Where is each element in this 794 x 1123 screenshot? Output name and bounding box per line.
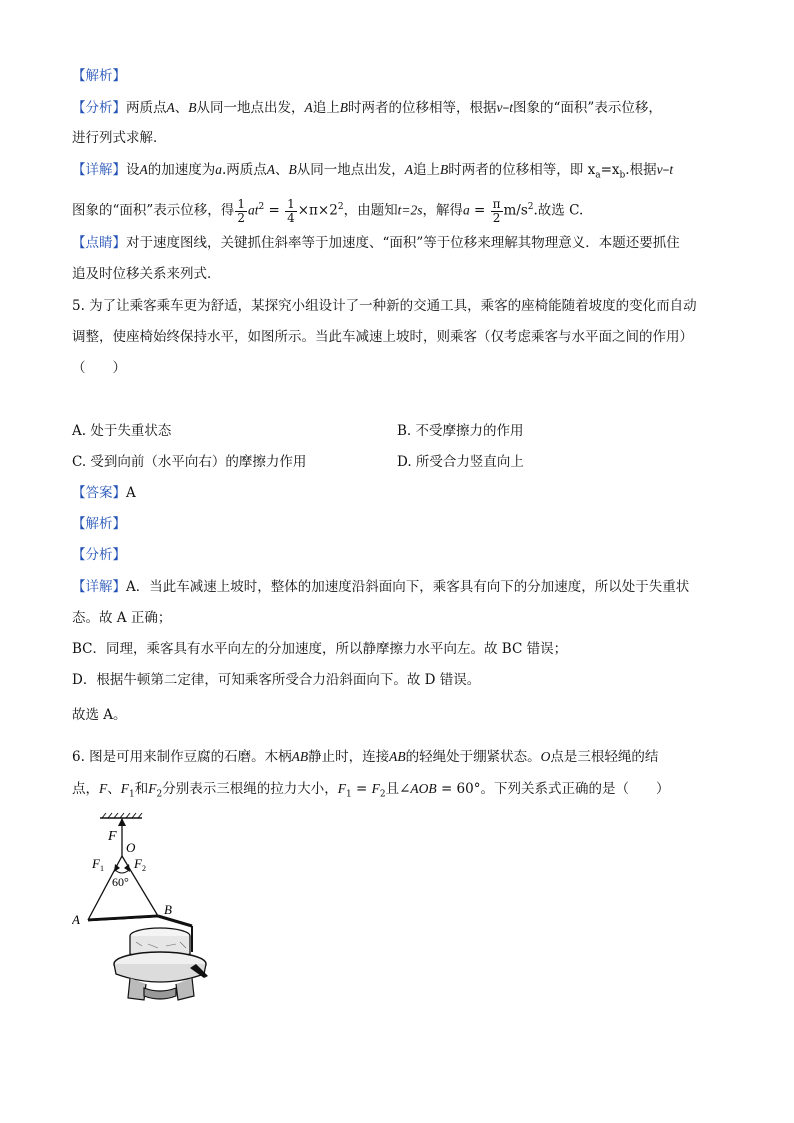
q5-stem-line-1: 5. 为了让乘客乘车更为舒适，某探究小组设计了一种新的交通工具，乘客的座椅能随着坡度的变化而自动 — [72, 298, 697, 314]
label-f1: F — [92, 856, 100, 871]
q5-xiangjie-line-4: D．根据牛顿第二定律，可知乘客所受合力沿斜面向下。故 D 错误。 — [72, 672, 481, 688]
handle-ab — [88, 916, 158, 920]
fraction-quarter: $\frac{1}{4}$ — [287, 196, 295, 225]
xiangjie-line-2: 图象的“面积”表示位移，得 $\frac{1}{2}$ $at^2$ = $\frac{1}{4}$ $\times\pi\times 2^2$，由题知t=2s，解得a = $\frac{\pi}{2}$ $m/s^2$.故选 C. — [72, 196, 584, 225]
q5-xiangjie-line-2: 态。故 A 正确； — [72, 610, 172, 626]
q5-option-b: B. 不受摩擦力的作用 — [397, 423, 524, 439]
q5-xiangjie-line-3: BC．同理，乘客具有水平向左的分加速度，所以静摩擦力水平向左。故 BC 错误； — [72, 641, 568, 657]
q5-jiexi: 【解析】 — [72, 516, 126, 532]
fenxi-line-2: 进行列式求解． — [72, 130, 167, 146]
jiexi-tag: 【解析】 — [72, 68, 126, 84]
q5-stem-line-2: 调整，使座椅始终保持水平，如图所示。当此车减速上坡时，则乘客（仅考虑乘客与水平面之间的作用） — [72, 329, 693, 345]
label-angle: 60° — [112, 875, 129, 889]
label-b: B — [164, 902, 172, 917]
fenxi-line-1: 【分析】两质点A、B从同一地点出发，A追上B时两者的位移相等，根据v–t图象的“面积”表示位移， — [72, 100, 662, 116]
q5-answer: 【答案】A — [72, 485, 136, 501]
q5-option-c: C. 受到向前（水平向右）的摩擦力作用 — [72, 454, 307, 470]
label-f: F — [108, 829, 117, 844]
analysis-heading — [72, 66, 126, 86]
dianjing-line-1: 【点睛】对于速度图线，关键抓住斜率等于加速度、“面积”等于位移来理解其物理意义．本题还要抓住 — [72, 235, 680, 251]
force-arrow-f — [118, 818, 126, 826]
q5-fenxi: 【分析】 — [72, 547, 126, 563]
q5-option-d: D. 所受合力竖直向上 — [397, 454, 524, 470]
label-a: A — [72, 912, 80, 927]
label-f2: F — [134, 856, 142, 871]
label-f1-sub: 1 — [100, 864, 104, 873]
stand-middle — [144, 988, 176, 999]
fraction-pi-half: $\frac{\pi}{2}$ — [492, 196, 501, 225]
q5-xiangjie-line-5: 故选 A。 — [72, 707, 127, 723]
fraction-half: $\frac{1}{2}$ — [237, 196, 245, 225]
stone-mill-figure — [72, 812, 222, 1012]
q6-stem-line-1: 6. 图是可用来制作豆腐的石磨。木柄AB静止时，连接AB的轻绳处于绷紧状态。O点是三根轻绳的结 — [72, 749, 659, 765]
stand-right — [176, 978, 194, 1000]
label-o: O — [126, 840, 136, 855]
handle-arm — [158, 916, 192, 926]
q5-xiangjie-line-1: 【详解】A．当此车减速上坡时，整体的加速度沿斜面向下，乘客具有向下的分加速度，所以处于失重状 — [72, 579, 690, 595]
q5-stem-line-3: （ ） — [72, 360, 126, 376]
label-f2-sub: 2 — [142, 864, 146, 873]
xiangjie-line-1: 【详解】设A的加速度为a.两质点A、B从同一地点出发，A追上B时两者的位移相等，即 $x_a=x_b$.根据v–t — [72, 162, 674, 181]
angle-arc — [115, 870, 129, 873]
q6-stem-line-2: 点，F、$F_1$和$F_2$分别表示三根绳的拉力大小，$F_1 = F_2$且∠AOB = 60°。下列关系式正确的是（ ） — [72, 781, 670, 800]
q5-option-a: A. 处于失重状态 — [72, 423, 172, 439]
dianjing-line-2: 追及时位移关系来列式． — [72, 266, 221, 282]
